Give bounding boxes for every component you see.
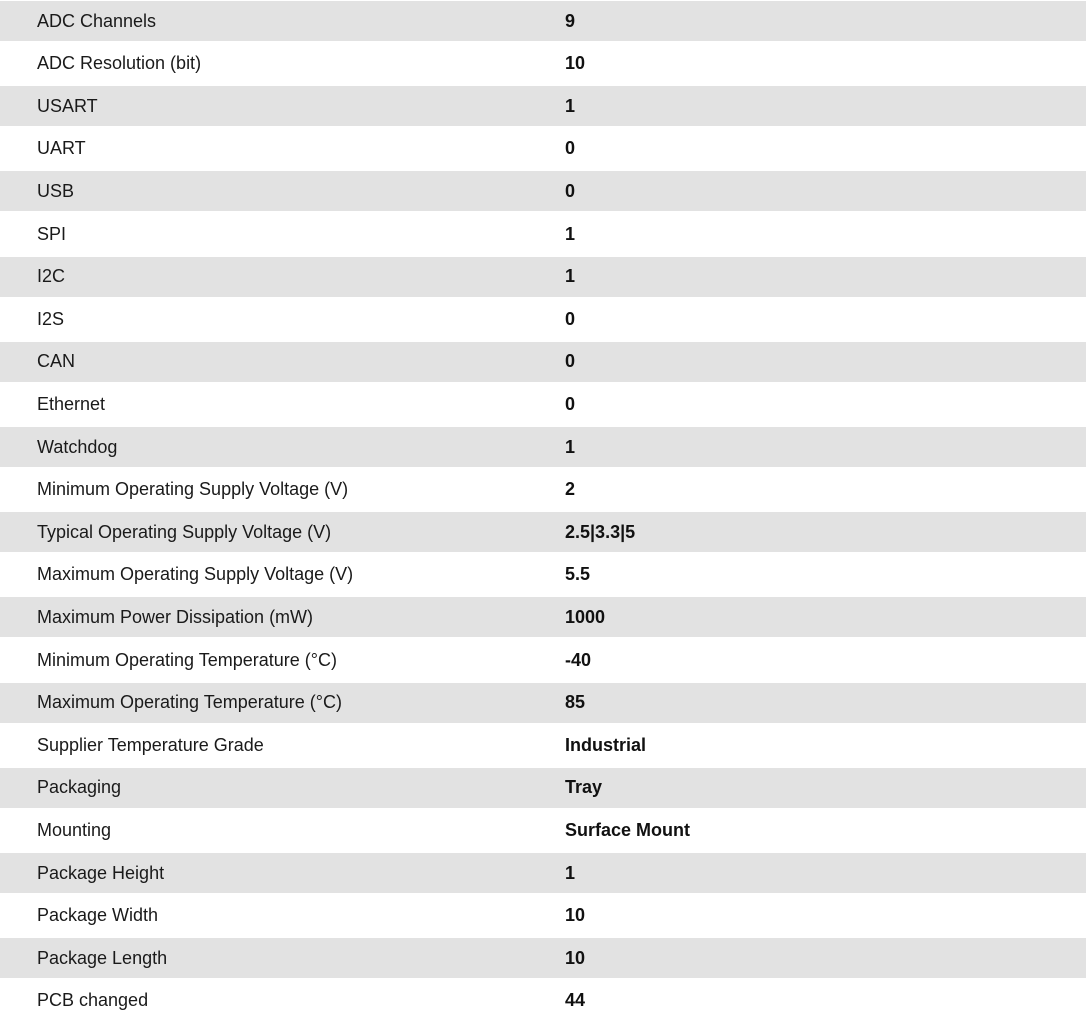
- spec-value: 85: [565, 692, 586, 713]
- spec-name: I2S: [37, 308, 65, 329]
- spec-name: I2C: [37, 266, 66, 287]
- spec-row-ethernet: [0, 383, 1086, 425]
- spec-value: 1000: [565, 606, 606, 627]
- spec-name: Maximum Operating Temperature (°C): [37, 692, 342, 713]
- spec-value: -40: [565, 649, 592, 670]
- spec-row-max-supply-voltage: [0, 554, 1086, 596]
- spec-row-max-temperature: [0, 683, 1086, 723]
- spec-value: Industrial: [565, 734, 647, 755]
- spec-row-i2c: [0, 257, 1086, 297]
- spec-name: UART: [37, 138, 86, 159]
- spec-row-packaging: [0, 768, 1086, 808]
- spec-name: CAN: [37, 351, 76, 372]
- spec-value: 0: [565, 393, 576, 414]
- spec-row-package-length: [0, 938, 1086, 978]
- spec-row-adc-channels: [0, 1, 1086, 41]
- spec-row-mounting: [0, 809, 1086, 851]
- spec-value: 0: [565, 308, 576, 329]
- spec-value: Surface Mount: [565, 819, 691, 840]
- spec-name: Mounting: [37, 819, 112, 840]
- spec-row-temperature-grade: [0, 724, 1086, 766]
- spec-name: Maximum Power Dissipation (mW): [37, 606, 314, 627]
- spec-value: 1: [565, 95, 576, 116]
- spec-name: USART: [37, 95, 98, 116]
- spec-row-uart: [0, 128, 1086, 170]
- spec-value: 2: [565, 479, 576, 500]
- spec-name: Package Width: [37, 905, 159, 926]
- spec-name: Ethernet: [37, 393, 106, 414]
- spec-row-usart: [0, 86, 1086, 126]
- spec-row-min-supply-voltage: [0, 469, 1086, 511]
- spec-name: Supplier Temperature Grade: [37, 734, 264, 755]
- spec-row-max-power-dissipation: [0, 597, 1086, 637]
- spec-value: 10: [565, 53, 586, 74]
- spec-name: Package Length: [37, 947, 168, 968]
- spec-row-spi: [0, 213, 1086, 255]
- spec-value: 9: [565, 10, 576, 31]
- spec-name: ADC Resolution (bit): [37, 53, 202, 74]
- spec-value: 0: [565, 180, 576, 201]
- spec-name: USB: [37, 180, 75, 201]
- spec-value: 1: [565, 862, 576, 883]
- spec-name: Minimum Operating Supply Voltage (V): [37, 479, 349, 500]
- spec-value: 1: [565, 436, 576, 457]
- spec-row-package-width: [0, 895, 1086, 937]
- spec-value: 1: [565, 266, 576, 287]
- spec-value: 10: [565, 947, 586, 968]
- spec-name: Maximum Operating Supply Voltage (V): [37, 564, 354, 585]
- spec-value: 0: [565, 351, 576, 372]
- spec-row-typ-supply-voltage: [0, 512, 1086, 552]
- spec-row-package-height: [0, 853, 1086, 893]
- spec-name: Typical Operating Supply Voltage (V): [37, 521, 332, 542]
- spec-name: Minimum Operating Temperature (°C): [37, 649, 337, 670]
- spec-value: 5.5: [565, 564, 591, 585]
- spec-row-adc-resolution: [0, 43, 1086, 85]
- spec-value: 44: [565, 990, 586, 1011]
- spec-row-watchdog: [0, 427, 1086, 467]
- spec-row-i2s: [0, 298, 1086, 340]
- spec-value: 0: [565, 138, 576, 159]
- spec-value: 1: [565, 223, 576, 244]
- spec-row-pcb-changed: [0, 980, 1086, 1022]
- spec-name: SPI: [37, 223, 67, 244]
- spec-value: 10: [565, 905, 586, 926]
- spec-name: Watchdog: [37, 436, 118, 457]
- spec-value: 2.5|3.3|5: [565, 521, 636, 542]
- spec-name: Package Height: [37, 862, 165, 883]
- spec-row-usb: [0, 171, 1086, 211]
- spec-row-min-temperature: [0, 639, 1086, 681]
- spec-name: Packaging: [37, 777, 122, 798]
- spec-row-can: [0, 342, 1086, 382]
- spec-name: ADC Channels: [37, 10, 157, 31]
- spec-value: Tray: [565, 777, 603, 798]
- spec-name: PCB changed: [37, 990, 149, 1011]
